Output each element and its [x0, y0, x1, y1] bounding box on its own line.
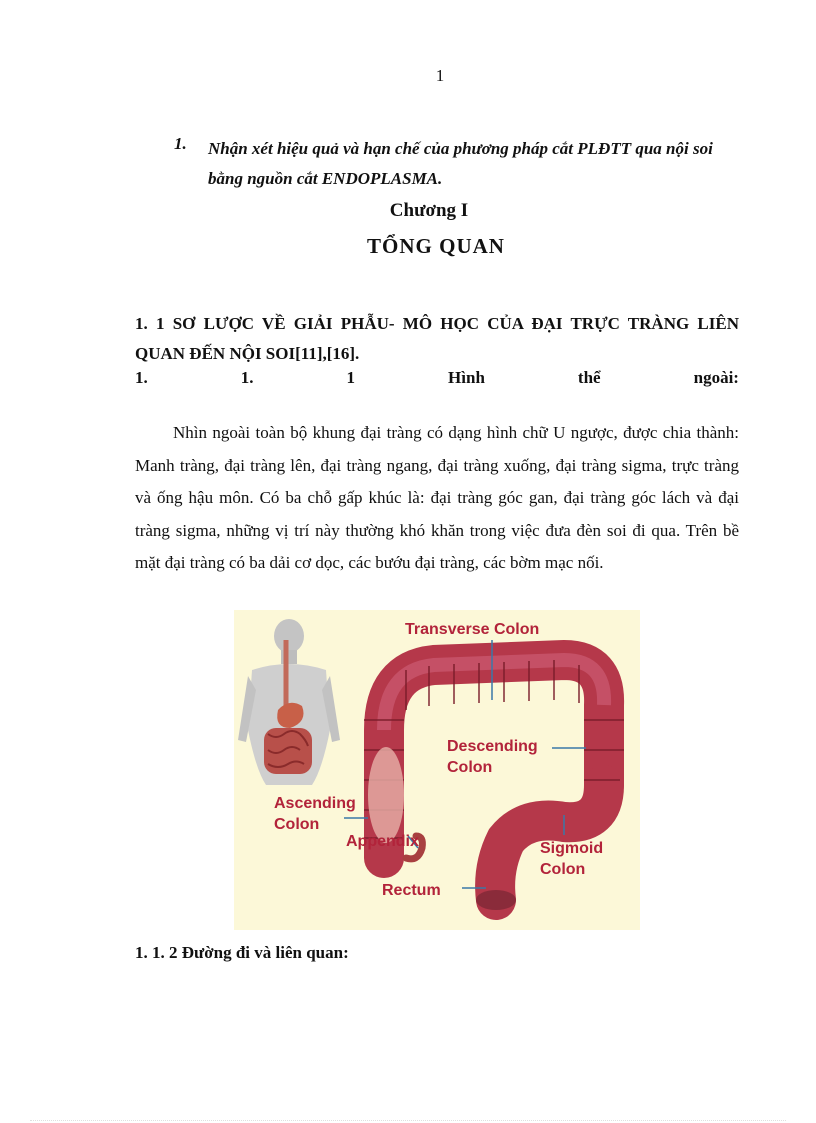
chapter-label: Chương I	[389, 200, 469, 221]
label-sigmoid-colon-line2: Colon	[540, 861, 586, 878]
label-descending-colon-line2: Colon	[447, 759, 493, 776]
label-ascending-colon-line2: Colon	[274, 816, 320, 833]
subsection-part: Hình	[448, 368, 485, 387]
subsection-part: 1.	[135, 368, 148, 387]
colon-anatomy-figure	[234, 610, 640, 930]
subsection-heading-external-form	[135, 368, 739, 388]
label-sigmoid-colon-line1: Sigmoid	[540, 840, 604, 857]
label-descending-colon-line1: Descending	[447, 738, 538, 755]
label-transverse-colon: Transverse Colon	[405, 621, 540, 638]
objective-text: Nhận xét hiệu quả và hạn chế của phương pháp cắt PLĐTT qua nội soi bằng nguồn cắt ENDOPLASMA.	[208, 139, 713, 188]
page-number: 1	[435, 66, 445, 85]
label-appendix: Appendix	[346, 833, 419, 850]
subsection-part: ngoài:	[693, 368, 739, 387]
subsection-part: 1	[346, 368, 356, 387]
label-ascending-colon-line1: Ascending	[274, 795, 356, 812]
body-paragraph	[135, 417, 739, 580]
subsection-part: 1.	[240, 368, 254, 387]
paragraph-text: Nhìn ngoài toàn bộ khung đại tràng có dạng hình chữ U ngược, được chia thành: Manh tràng, đại tràng lên, đại tràng ngang, đại tràng xuống, đại tràng sigma, trực tràng và ống hậu môn. Có ba chỗ gấp khúc là: đại tràng góc gan, đại tràng góc lách và đại tràng sigma, những vị trí này thường khó khăn trong việc đưa đèn soi đi qua. Trên bề mặt đại tràng có ba dải cơ dọc, các bướu đại tràng, các bờm mạc nối.	[135, 423, 739, 572]
subsection-heading-course-relations: 1. 1. 2 Đường đi và liên quan:	[135, 943, 349, 962]
chapter-title: TỔNG QUAN	[367, 234, 505, 258]
subsection-part: thể	[577, 368, 601, 387]
objective-number: 1.	[174, 134, 187, 153]
torso-thumbnail	[238, 619, 340, 785]
section-heading: 1. 1 SƠ LƯỢC VỀ GIẢI PHẪU- MÔ HỌC CỦA ĐẠI TRỰC TRÀNG LIÊN QUAN ĐẾN NỘI SOI[11],[16].	[135, 314, 739, 363]
page-bottom-divider	[30, 1120, 786, 1121]
label-rectum: Rectum	[382, 882, 441, 899]
